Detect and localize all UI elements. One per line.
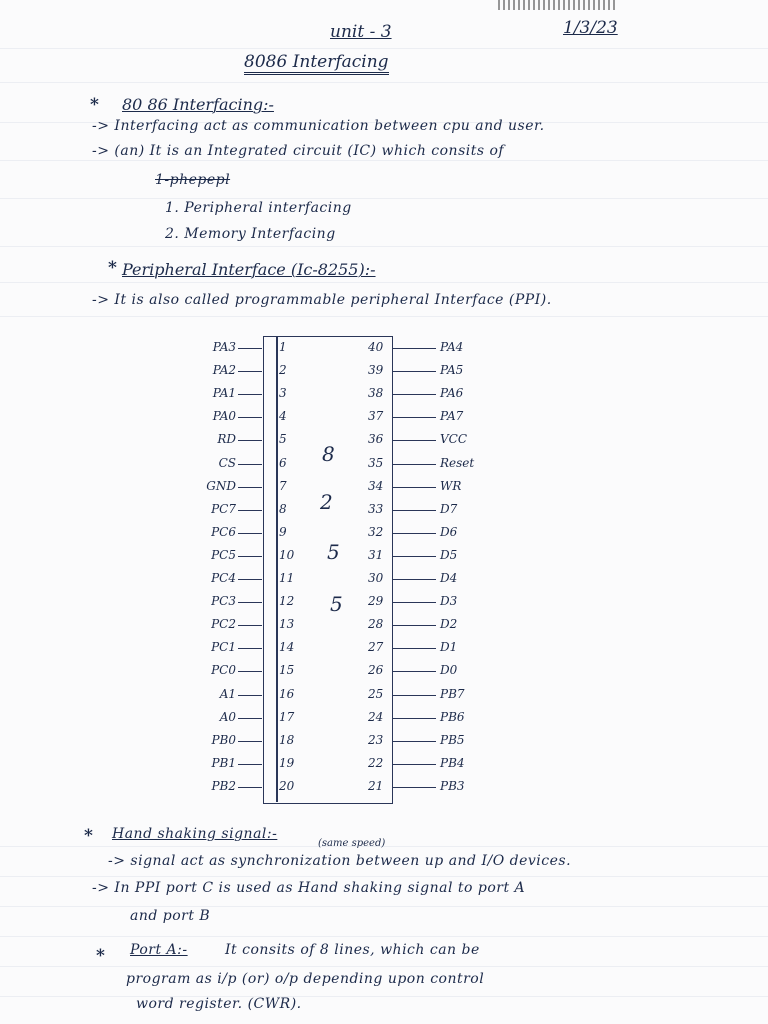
right-pin-number: 32	[368, 524, 384, 539]
right-pin-label: VCC	[440, 432, 468, 447]
left-pin-lead	[238, 625, 262, 626]
right-pin-label: WR	[440, 478, 462, 493]
ruled-line	[0, 936, 768, 937]
right-pin-lead	[392, 579, 436, 580]
left-pin-lead	[238, 648, 262, 649]
right-pin-lead	[392, 394, 436, 395]
section3-heading: Hand shaking signal:-	[112, 826, 278, 842]
right-pin-number: 34	[368, 478, 384, 493]
right-pin-label: PB5	[440, 732, 465, 747]
left-pin-label: PB2	[211, 778, 236, 793]
ruled-line	[0, 48, 768, 49]
left-pin-number: 6	[279, 455, 287, 470]
right-pin-lead	[392, 487, 436, 488]
left-pin-label: PC1	[211, 640, 236, 655]
section4-heading: Port A:-	[130, 942, 188, 958]
right-pin-label: PB7	[440, 686, 465, 701]
right-pin-number: 39	[368, 363, 384, 378]
unit-title: unit - 3	[330, 22, 392, 42]
right-pin-number: 30	[368, 571, 384, 585]
right-pin-number: 38	[368, 386, 384, 401]
ruled-line	[0, 906, 768, 907]
section1-item-2: 2. Memory Interfacing	[165, 226, 336, 242]
left-pin-label: PC4	[211, 571, 236, 585]
left-pin-number: 20	[279, 778, 295, 793]
section4-line1: It consits of 8 lines, which can be	[225, 942, 480, 958]
right-pin-lead	[392, 718, 436, 719]
left-pin-lead	[238, 510, 262, 511]
right-pin-number: 28	[368, 617, 384, 632]
right-pin-number: 31	[368, 547, 384, 562]
chip-pin-divider	[276, 336, 278, 802]
page-date: 1/3/23	[563, 18, 618, 38]
left-pin-number: 2	[279, 363, 287, 378]
right-pin-lead	[392, 764, 436, 765]
right-pin-label: PB3	[440, 778, 465, 793]
left-pin-lead	[238, 464, 262, 465]
bullet-star: *	[84, 826, 93, 846]
right-pin-lead	[392, 787, 436, 788]
bullet-star: *	[96, 946, 105, 966]
left-pin-lead	[238, 764, 262, 765]
ruled-line	[0, 316, 768, 317]
right-pin-label: D0	[440, 663, 458, 678]
right-pin-number: 36	[368, 432, 384, 447]
left-pin-lead	[238, 579, 262, 580]
ruled-line	[0, 282, 768, 283]
right-pin-number: 23	[368, 732, 384, 747]
chip-name-char: 5	[327, 540, 340, 564]
right-pin-label: D3	[440, 594, 458, 609]
left-pin-number: 16	[279, 686, 295, 701]
right-pin-label: D4	[440, 571, 458, 585]
left-pin-lead	[238, 695, 262, 696]
left-pin-lead	[238, 787, 262, 788]
right-pin-label: Reset	[440, 455, 475, 470]
ruled-line	[0, 246, 768, 247]
right-pin-number: 24	[368, 709, 384, 724]
right-pin-number: 25	[368, 686, 384, 701]
left-pin-label: CS	[218, 455, 236, 470]
right-pin-number: 29	[368, 594, 384, 609]
page-subtitle: 8086 Interfacing	[244, 52, 389, 75]
ruled-line	[0, 876, 768, 877]
left-pin-label: PC2	[211, 617, 236, 632]
left-pin-number: 8	[279, 501, 287, 516]
section2-line1: -> It is also called programmable peripheral Interface (PPI).	[92, 292, 552, 308]
left-pin-lead	[238, 417, 262, 418]
right-pin-lead	[392, 440, 436, 441]
bullet-star: *	[108, 258, 117, 278]
section2-heading: Peripheral Interface (Ic-8255):-	[122, 260, 376, 279]
right-pin-number: 21	[368, 778, 384, 793]
left-pin-lead	[238, 718, 262, 719]
left-pin-label: PC3	[211, 594, 236, 609]
right-pin-label: D5	[440, 547, 458, 562]
left-pin-lead	[238, 371, 262, 372]
right-pin-number: 27	[368, 640, 384, 655]
right-pin-number: 33	[368, 501, 384, 516]
section3-annotation: (same speed)	[318, 838, 386, 849]
right-pin-number: 26	[368, 663, 384, 678]
left-pin-number: 9	[279, 524, 287, 539]
left-pin-label: PC7	[211, 501, 236, 516]
left-pin-number: 3	[279, 386, 287, 401]
ruled-line	[0, 198, 768, 199]
left-pin-lead	[238, 440, 262, 441]
ruled-line	[0, 160, 768, 161]
left-pin-number: 18	[279, 732, 295, 747]
right-pin-lead	[392, 741, 436, 742]
left-pin-number: 5	[279, 432, 287, 447]
left-pin-label: A0	[219, 709, 236, 724]
section3-line3: and port B	[130, 908, 211, 924]
left-pin-lead	[238, 348, 262, 349]
section1-struck-text: 1-phepepl	[155, 172, 231, 188]
left-pin-number: 17	[279, 709, 295, 724]
section3-line1: -> signal act as synchronization between up and I/O devices.	[108, 853, 572, 869]
left-pin-number: 1	[279, 340, 287, 354]
right-pin-number: 22	[368, 755, 384, 770]
right-pin-label: D7	[440, 501, 458, 516]
left-pin-label: PB0	[211, 732, 236, 747]
right-pin-number: 40	[368, 340, 384, 354]
bullet-star: *	[90, 95, 99, 115]
left-pin-label: GND	[206, 478, 236, 493]
right-pin-lead	[392, 464, 436, 465]
left-pin-lead	[238, 741, 262, 742]
left-pin-label: PA0	[212, 409, 236, 424]
right-pin-label: PA7	[440, 409, 464, 424]
left-pin-label: PA2	[212, 363, 236, 378]
section4-line3: word register. (CWR).	[136, 996, 302, 1012]
barcode-strip	[498, 0, 618, 10]
right-pin-lead	[392, 348, 436, 349]
right-pin-lead	[392, 625, 436, 626]
left-pin-label: A1	[219, 686, 236, 701]
left-pin-number: 11	[279, 571, 295, 585]
right-pin-lead	[392, 602, 436, 603]
right-pin-lead	[392, 695, 436, 696]
left-pin-number: 7	[279, 478, 287, 493]
chip-name-char: 8	[322, 442, 335, 466]
right-pin-lead	[392, 671, 436, 672]
left-pin-label: PB1	[211, 755, 236, 770]
right-pin-label: D6	[440, 524, 458, 539]
left-pin-label: PA1	[212, 386, 236, 401]
right-pin-lead	[392, 510, 436, 511]
left-pin-lead	[238, 533, 262, 534]
left-pin-label: PC6	[211, 524, 236, 539]
left-pin-lead	[238, 671, 262, 672]
left-pin-number: 10	[279, 547, 295, 562]
section1-heading: 80 86 Interfacing:-	[122, 95, 274, 114]
left-pin-number: 4	[279, 409, 287, 424]
left-pin-lead	[238, 556, 262, 557]
section3-line2: -> In PPI port C is used as Hand shaking signal to port A	[92, 880, 526, 896]
left-pin-number: 19	[279, 755, 295, 770]
right-pin-label: PB4	[440, 755, 465, 770]
chip-name-char: 5	[330, 592, 343, 616]
section1-line1: -> Interfacing act as communication between cpu and user.	[92, 118, 545, 134]
section4-line2: program as i/p (or) o/p depending upon control	[126, 971, 485, 987]
right-pin-number: 37	[368, 409, 384, 424]
ruled-line	[0, 966, 768, 967]
left-pin-label: RD	[217, 432, 236, 447]
right-pin-label: D1	[440, 640, 458, 655]
right-pin-lead	[392, 417, 436, 418]
left-pin-lead	[238, 602, 262, 603]
left-pin-lead	[238, 487, 262, 488]
left-pin-number: 12	[279, 594, 295, 609]
right-pin-label: D2	[440, 617, 458, 632]
left-pin-number: 13	[279, 617, 295, 632]
left-pin-number: 15	[279, 663, 295, 678]
right-pin-number: 35	[368, 455, 384, 470]
left-pin-lead	[238, 394, 262, 395]
ruled-line	[0, 82, 768, 83]
right-pin-lead	[392, 533, 436, 534]
section1-item-1: 1. Peripheral interfacing	[165, 200, 352, 216]
right-pin-lead	[392, 648, 436, 649]
left-pin-label: PA3	[212, 340, 236, 354]
right-pin-label: PA5	[440, 363, 464, 378]
chip-name-char: 2	[320, 490, 333, 514]
left-pin-label: PC0	[211, 663, 236, 678]
right-pin-label: PA4	[440, 340, 464, 354]
right-pin-lead	[392, 371, 436, 372]
right-pin-label: PA6	[440, 386, 464, 401]
left-pin-number: 14	[279, 640, 295, 655]
section1-line2: -> (an) It is an Integrated circuit (IC) which consits of	[92, 143, 505, 159]
right-pin-lead	[392, 556, 436, 557]
left-pin-label: PC5	[211, 547, 236, 562]
ruled-line	[0, 996, 768, 997]
right-pin-label: PB6	[440, 709, 465, 724]
